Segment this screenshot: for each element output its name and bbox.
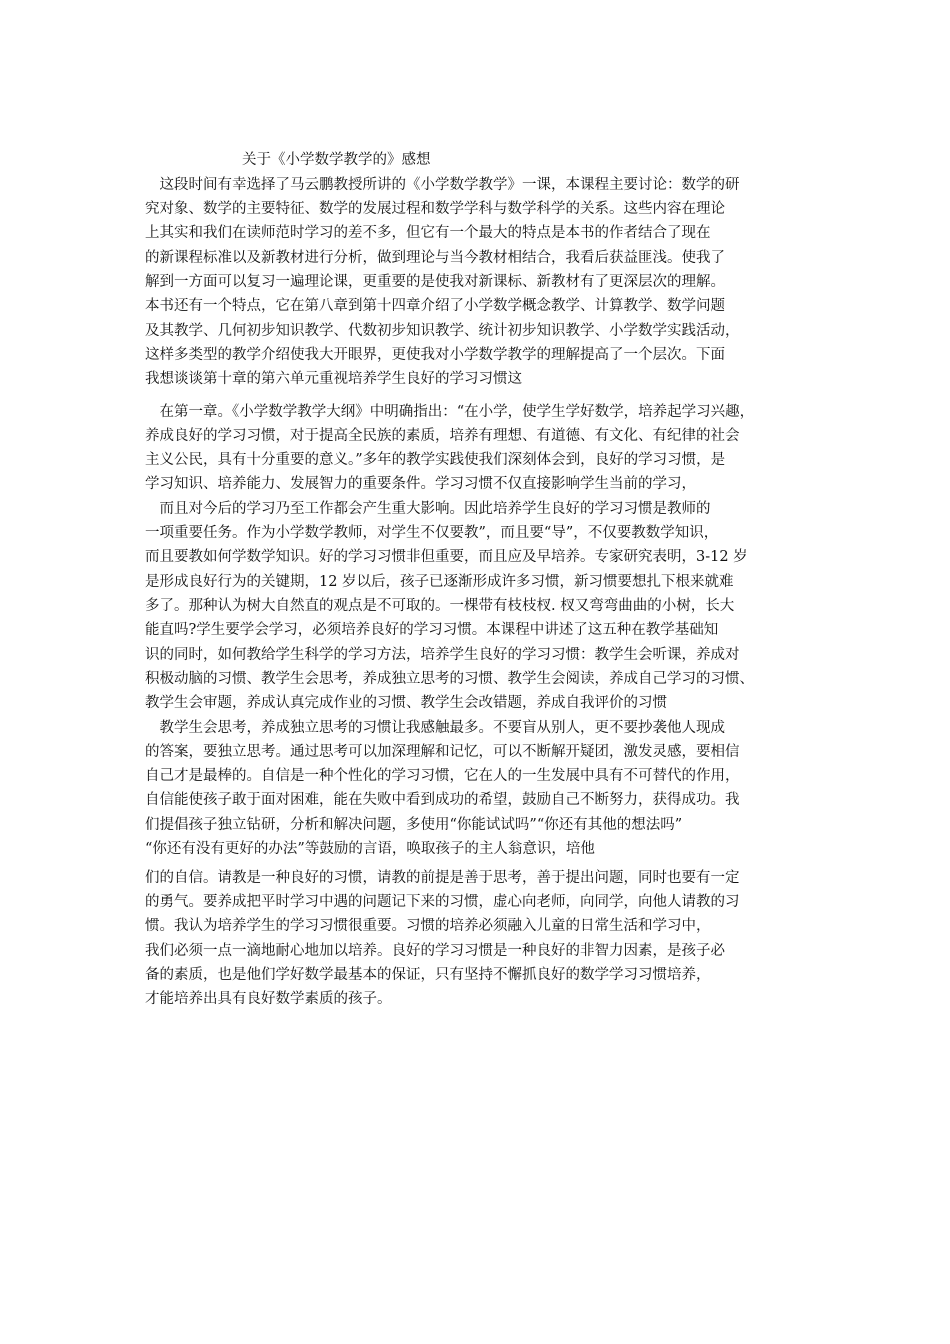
text-line: 我想谈谈第十章的第六单元重视培养学生良好的学习习惯这	[145, 371, 522, 387]
text-line: 积极动脑的习惯、教学生会思考，养成独立思考的习惯、教学生会阅读，养成自己学习的习惯、	[145, 671, 754, 687]
text-line: 上其实和我们在读师范时学习的差不多，但它有一个最大的特点是本书的作者结合了现在	[145, 225, 711, 241]
text-line: 我们必须一点一滴地耐心地加以培养。良好的学习习惯是一种良好的非智力因素，是孩子必	[145, 943, 725, 959]
text-line: 而且对今后的学习乃至工作都会产生重大影响。因此培养学生良好的学习习惯是教师的	[145, 501, 711, 517]
text-line: 主义公民，具有十分重要的意义。”多年的教学实践使我们深刻体会到，良好的学习习惯，是	[145, 452, 726, 468]
text-line: 们提倡孩子独立钻研，分析和解决问题，多使用“你能试试吗”“你还有其他的想法吗”	[145, 817, 683, 833]
text-line: 能直吗?学生要学会学习，必须培养良好的学习习惯。本课程中讲述了这五种在教学基础知	[145, 622, 719, 638]
text-line: 自己才是最棒的。自信是一种个性化的学习习惯，它在人的一生发展中具有不可替代的作用，	[145, 768, 740, 784]
text-line: 而且要教如何学数学知识。好的学习习惯非但重要，而且应及早培养。专家研究表明，3-12 岁	[145, 549, 748, 565]
text-line: 及其教学、几何初步知识教学、代数初步知识教学、统计初步知识教学、小学数学实践活动，	[145, 323, 740, 339]
text-line: 们的自信。请教是一种良好的习惯，请教的前提是善于思考，善于提出问题，同时也要有一定	[145, 870, 740, 886]
text-line: 的勇气。要养成把平时学习中遇的问题记下来的习惯，虚心向老师，向同学，向他人请教的习	[145, 894, 740, 910]
text-line: 养成良好的学习习惯，对于提高全民族的素质，培养有理想、有道德、有文化、有纪律的社会	[145, 428, 740, 444]
text-line: 这样多类型的教学介绍使我大开眼界，更使我对小学数学教学的理解提高了一个层次。下面	[145, 347, 725, 363]
text-line: 才能培养出具有良好数学素质的孩子。	[145, 991, 392, 1007]
text-line: 在第一章。《小学数学教学大纲》中明确指出：“在小学，使学生学好数学，培养起学习兴趣，	[145, 404, 755, 420]
text-line: 的答案，要独立思考。通过思考可以加深理解和记忆，可以不断解开疑团，激发灵感，要相信	[145, 744, 740, 760]
text-line: 教学生会思考，养成独立思考的习惯让我感触最多。不要盲从别人，更不要抄袭他人现成	[145, 720, 725, 736]
text-line: 解到一方面可以复习一遍理论课，更重要的是使我对新课标、新教材有了更深层次的理解。	[145, 274, 725, 290]
text-line: 一项重要任务。作为小学数学教师，对学生不仅要教”，而且要“导”，不仅要教数学知识，	[145, 525, 719, 541]
text-line: 是形成良好行为的关键期，12 岁以后，孩子已逐渐形成许多习惯，新习惯要想扎下根来就难	[145, 574, 734, 590]
text-line: 本书还有一个特点，它在第八章到第十四章介绍了小学数学概念教学、计算教学、数学问题	[145, 298, 725, 314]
text-line: 学习知识、培养能力、发展智力的重要条件。学习习惯不仅直接影响学生当前的学习，	[145, 476, 696, 492]
text-line: 备的素质，也是他们学好数学最基本的保证，只有坚持不懈抓良好的数学学习习惯培养，	[145, 967, 711, 983]
text-line: 惯。我认为培养学生的学习习惯很重要。习惯的培养必须融入儿童的日常生活和学习中，	[145, 918, 711, 934]
text-line: “你还有没有更好的办法”等鼓励的言语，唤取孩子的主人翁意识，培他	[145, 841, 595, 857]
text-line: 识的同时，如何教给学生科学的学习方法，培养学生良好的学习习惯：教学生会听课，养成对	[145, 647, 740, 663]
text-line: 多了。那种认为树大自然直的观点是不可取的。一棵带有枝枝杈. 杈又弯弯曲曲的小树，长大	[145, 598, 735, 614]
document-title: 关于《小学数学教学的》感想	[242, 152, 431, 168]
text-line: 究对象、数学的主要特征、数学的发展过程和数学学科与数学科学的关系。这些内容在理论	[145, 201, 725, 217]
text-line: 的新课程标准以及新教材进行分析，做到理论与当今教材相结合，我看后获益匪浅。使我了	[145, 250, 725, 266]
text-line: 教学生会审题，养成认真完成作业的习惯、教学生会改错题，养成自我评价的习惯	[145, 695, 667, 711]
text-line: 这段时间有幸选择了马云鹏教授所讲的《小学数学教学》一课，本课程主要讨论：数学的研	[145, 177, 740, 193]
text-line: 自信能使孩子敢于面对困难，能在失败中看到成功的希望，鼓励自己不断努力，获得成功。我	[145, 792, 740, 808]
